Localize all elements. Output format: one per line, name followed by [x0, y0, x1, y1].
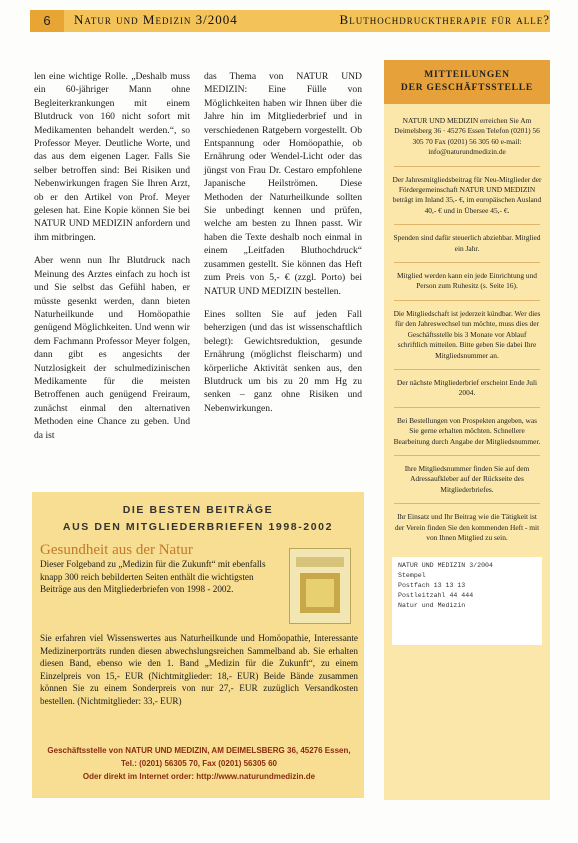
book-cover-image	[289, 548, 351, 624]
article-title: Bluthochdrucktherapie für alle?	[339, 12, 550, 27]
sidebar-heading: MITTEILUNGEN DER GESCHÄFTSSTELLE	[384, 60, 550, 104]
book-cover-band	[296, 557, 344, 567]
book-cover-inner	[306, 579, 334, 607]
divider	[394, 407, 540, 408]
text-column-1	[34, 70, 190, 452]
promo-intro: Dieser Folgeband zu „Medizin für die Zukunft“ mit ebenfalls knapp 300 reich bebilderten Seiten enthält die wichtigsten Beiträge aus den Mitgliederbriefen von 1998 - 2002.	[40, 559, 266, 594]
promo-body: Sie erfahren viel Wissenswertes aus Naturheilkunde und Homöopathie, Interessante Medizinerporträts runden diesen abwechslungsreichen Sammelband ab. Sie erhalten diesen Band, ebenso wie den 1. Band „Medizin für die Zukunft“, zu einem Einzelpreis von 15,- EUR (Nichtmitglieder: 18,- EUR) Beide Bände zusammen können Sie zu einem Sonderpreis von nur 27,- EUR zuzüglich Versandkosten bestellen. (Nichtmitglieder: 33,- EUR)	[40, 633, 358, 706]
divider	[394, 224, 540, 225]
promo-subtitle: Gesundheit aus der Natur	[40, 542, 193, 558]
paragraph: Aber wenn nun Ihr Blutdruck nach Meinung des Arztes einfach zu hoch ist und Sie selbst das Gefühl haben, er müsste gesenkt werden, dann bieten Naturheilkunde und Homöopathie genügend Möglichkeiten. Und wenn wir dem Fachmann Professor Meyer folgen, dann gibt es angesichts der Nutzlosigkeit der schulmedizinischen Medikamente für die meisten Betroffenen auch genügend Freiraum, zunächst einmal den alternativen Methoden eine Chance zu geben. Und da ist	[34, 255, 190, 441]
paragraph: Eines sollten Sie auf jeden Fall beherzigen (und das ist wissenschaftlich belegt): Gewichtsreduktion, gesunde Ernährung (möglichst fleischarm) und körperliche Aktivität senken aus, den Blutdruck um bis zu 20 mm Hg zu senken – ganz ohne Risiken und Nebenwirkungen.	[204, 308, 362, 414]
divider	[394, 369, 540, 370]
divider	[394, 503, 540, 504]
notice: Mitglied werden kann ein jede Einrichtung und Person zum Ruhesitz (s. Seite 16).	[397, 271, 537, 291]
notice: Ihre Mitgliedsnummer finden Sie auf dem Adressaufkleber auf der Rückseite des Mitgliederbriefes.	[404, 463, 530, 494]
notice: Spenden sind dafür steuerlich abziehbar. Mitglied ein Jahr.	[393, 233, 541, 253]
page-number: 6	[30, 10, 64, 32]
contact-address: NATUR UND MEDIZIN erreichen Sie Am Deimelsberg 36 · 45276 Essen Telefon (0201) 56 305 70 Fax (0201) 56 305 60 e-mail: info@naturundmedizin.de	[394, 116, 540, 157]
book-promo-box	[32, 492, 364, 798]
notice: Der nächste Mitgliederbrief erscheint Ende Juli 2004.	[396, 377, 538, 398]
text-column-2	[204, 70, 362, 425]
promo-contact: Geschäftsstelle von NATUR UND MEDIZIN, AM DEIMELSBERG 36, 45276 Essen, Tel.: (0201) 56305 70, Fax (0201) 56305 60 Oder direkt im Internet order: http://www.naturundmedizin.de	[47, 746, 351, 781]
notice: Der Jahresmitgliedsbeitrag für Neu-Mitglieder der Fördergemeinschaft NATUR UND MEDIZIN beträgt im Inland 35,- €, im europäischen Ausland 40,- € und in Übersee 45,- €.	[392, 174, 542, 215]
divider	[394, 166, 540, 167]
divider	[394, 455, 540, 456]
promo-title: DIE BESTEN BEITRÄGE AUS DEN MITGLIEDERBRIEFEN 1998-2002	[62, 504, 334, 533]
divider	[394, 262, 540, 263]
paragraph: das Thema von NATUR UND MEDIZIN: Eine Fülle von Möglichkeiten haben wir Ihnen über die Jahre hin im Mitgliederbrief und in verschiedenen Ratgebern vorgestellt. Ob Entspannung oder Homöopathie, ob Ernährung oder Wendel-Licht oder das jüngst von Frau Dr. Cestaro empfohlene Japanische Heilströmen. Diese Methoden der Naturheilkunde sollten Sie unbedingt kennen und prüfen, welche am besten zu Ihnen passt. Wir haben die Texte deshalb noch einmal in einem „Leitfaden Bluthochdruck“ zusammen gestellt. Sie können das Heft zum Preis von 5,- € (zzgl. Porto) bei NATUR UND MEDIZIN bestellen.	[204, 71, 362, 297]
notice-sidebar	[384, 60, 550, 800]
paragraph: len eine wichtige Rolle. „Deshalb muss ein 60-jähriger Mann ohne Begleiterkrankungen mit einem Blutdruck von 160 nicht sofort mit Medikamenten behandelt werden.“, so Professor Meyer. Deutliche Worte, und das aus dem eigenen Lager. Falls Sie selber betroffen sind: Bei Risiken und Nebenwirkungen fragen Sie Ihren Arzt, ob er den Artikel von Prof. Meyer gelesen hat. Eine Kopie können Sie bei NATUR UND MEDIZIN anfordern und ihm mitbringen.	[34, 71, 190, 243]
magazine-title: Natur und Medizin 3/2004	[74, 12, 238, 27]
notice: Ihr Einsatz und Ihr Beitrag wie die Tätigkeit ist der Verein finden Sie den kommenden Heft - mit von Ihnen Mitglied zu sein.	[394, 512, 540, 542]
address-label-form: NATUR UND MEDIZIN 3/2004 Stempel Postfach 13 13 13 Postleitzahl 44 444 Natur und Medizin	[392, 557, 542, 645]
notice: Bei Bestellungen von Prospekten angeben, was Sie gerne erhalten möchten. Schnellere Bearbeitung durch Angabe der Mitgliedsnummer.	[393, 415, 541, 446]
divider	[394, 300, 540, 301]
notice: Die Mitgliedschaft ist jederzeit kündbar. Wer dies für den Jahreswechsel tun möchte, muss dies der Geschäftsstelle bis 3 Monate vor Ablauf schriftlich mitteilen. Bitte geben Sie dabei Ihre Mitgliedsnummer an.	[393, 308, 541, 360]
